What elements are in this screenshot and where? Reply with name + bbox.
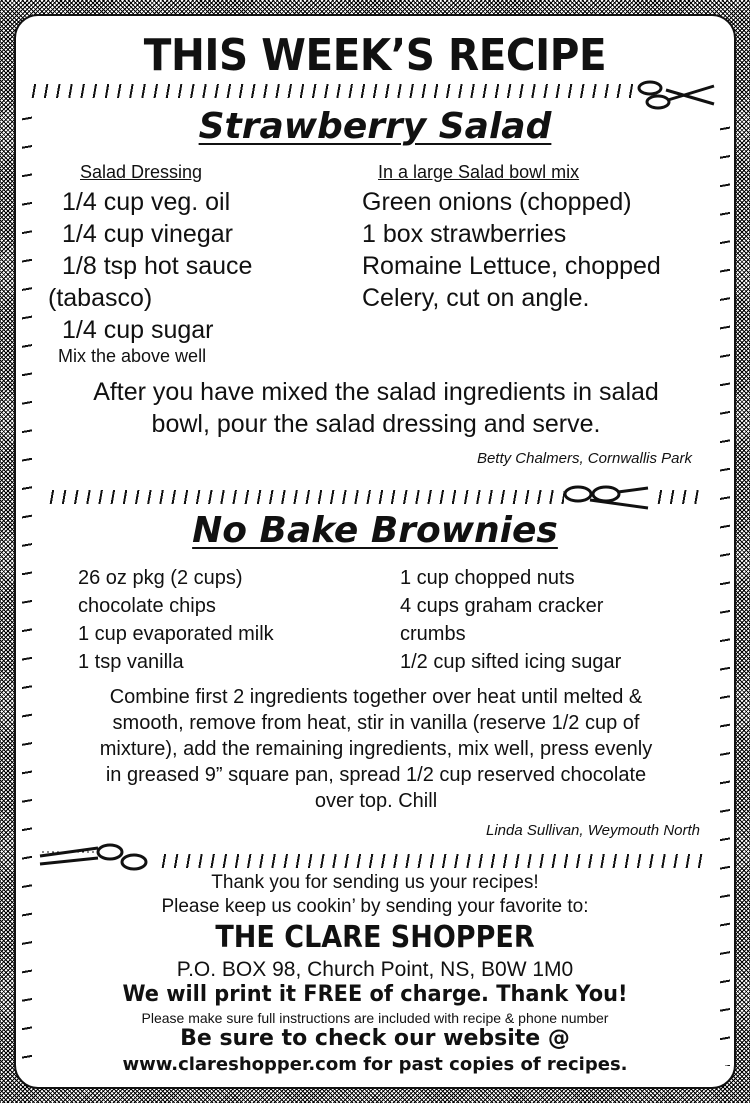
list-item: 1 cup evaporated milk — [78, 623, 274, 645]
top-cut-line — [26, 84, 638, 98]
right-cut-line — [720, 106, 730, 1066]
list-item: 1/2 cup sifted icing sugar — [400, 651, 622, 673]
brownies-instructions — [36, 684, 716, 814]
salad-bowl-column — [378, 160, 579, 184]
footer-thanks: Thank you for sending us your recipes! — [211, 872, 539, 893]
shop-name: THE CLARE SHOPPER — [215, 920, 535, 955]
website-line-1: Be sure to check our website @ — [180, 1026, 570, 1051]
website-line-2: www.clareshopper.com for past copies of recipes. — [122, 1054, 628, 1075]
instruction-line: mixture), add the remaining ingredients, mix well, press evenly — [99, 738, 653, 760]
instruction-line: bowl, pour the salad dressing and serve. — [151, 410, 601, 438]
salad-dressing-list — [48, 186, 253, 346]
bottom-cut-line — [156, 854, 706, 868]
list-item: Romaine Lettuce, chopped — [362, 252, 661, 280]
instruction-line: in greased 9” square pan, spread 1/2 cup reserved chocolate — [105, 764, 647, 786]
list-item: 1/4 cup sugar — [62, 316, 214, 344]
list-item: Green onions (chopped) — [362, 188, 632, 216]
dressing-note-wrap — [58, 346, 206, 367]
list-item: 1 tsp vanilla — [78, 651, 184, 673]
list-item: 1 cup chopped nuts — [400, 567, 575, 589]
recipe-title-strawberry-salad: Strawberry Salad — [198, 106, 552, 147]
list-item: 1/4 cup vinegar — [62, 220, 233, 248]
brownies-right-list — [400, 564, 621, 676]
instruction-line: over top. Chill — [314, 790, 438, 812]
list-item: 1/8 tsp hot sauce — [62, 252, 253, 280]
page-title: THIS WEEK’S RECIPE — [143, 30, 607, 81]
brownies-credit: Linda Sullivan, Weymouth North — [486, 822, 700, 839]
recipe-title-no-bake-brownies: No Bake Brownies — [192, 510, 558, 551]
recipe-card — [14, 14, 736, 1089]
salad-bowl-list — [362, 186, 661, 314]
instruction-line: After you have mixed the salad ingredients in salad — [93, 378, 659, 406]
middle-cut-line-end — [652, 490, 702, 504]
brownies-left-list — [78, 564, 274, 676]
shop-address: P.O. BOX 98, Church Point, NS, B0W 1M0 — [176, 958, 574, 981]
middle-cut-line — [44, 490, 564, 504]
list-item: 1/4 cup veg. oil — [62, 188, 231, 216]
list-item: 26 oz pkg (2 cups) — [78, 567, 243, 589]
salad-instructions — [36, 376, 716, 440]
list-item: Celery, cut on angle. — [362, 284, 590, 312]
list-item: 1 box strawberries — [362, 220, 567, 248]
salad-credit: Betty Chalmers, Cornwallis Park — [476, 450, 692, 467]
list-item: crumbs — [400, 623, 466, 645]
list-item: 4 cups graham cracker — [400, 595, 604, 617]
instruction-line: smooth, remove from heat, stir in vanilla (reserve 1/2 cup of — [112, 712, 640, 734]
instructions-note: Please make sure full instructions are included with recipe & phone number — [141, 1010, 609, 1026]
instruction-line: Combine first 2 ingredients together over heat until melted & — [109, 686, 643, 708]
list-item: (tabasco) — [48, 284, 153, 312]
left-cut-line — [22, 96, 32, 1076]
print-free-line: We will print it FREE of charge. Thank You! — [122, 982, 628, 1007]
footer-keep-cooking: Please keep us cookin’ by sending your favorite to: — [161, 896, 589, 917]
list-item: chocolate chips — [78, 595, 216, 617]
dressing-heading: Salad Dressing — [80, 162, 203, 182]
scissors-icon — [38, 834, 158, 874]
dressing-note: Mix the above well — [58, 346, 207, 366]
bowl-heading: In a large Salad bowl mix — [378, 162, 580, 182]
salad-dressing-column — [80, 160, 202, 184]
